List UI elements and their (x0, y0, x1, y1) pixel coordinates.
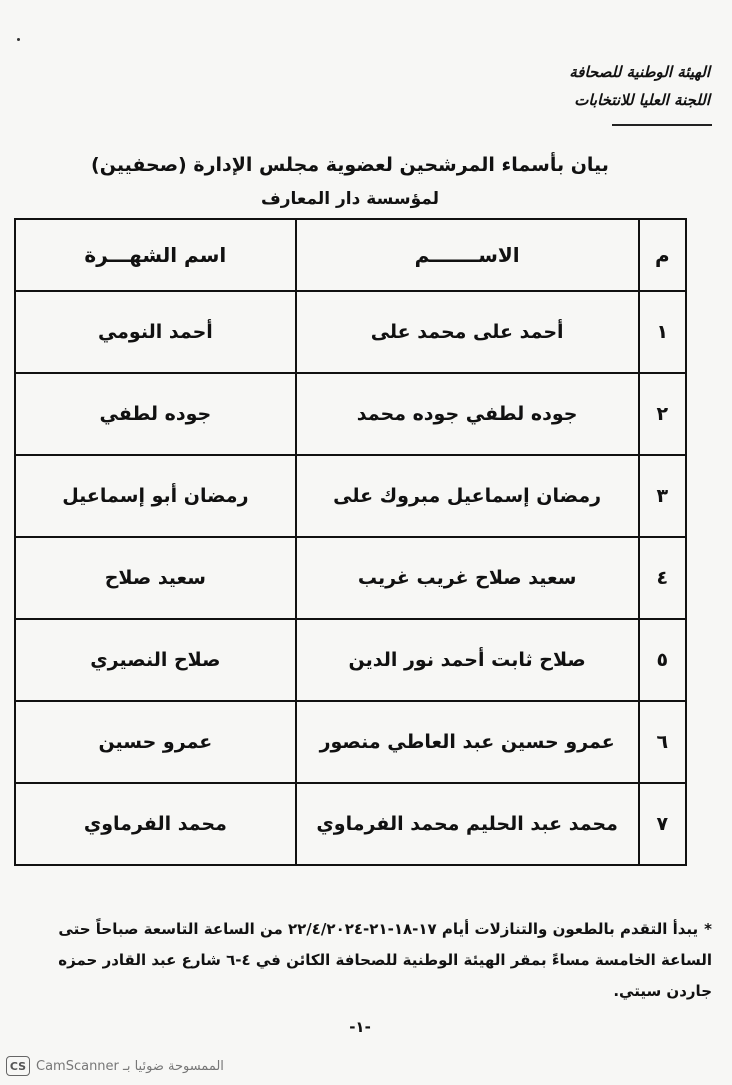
document-subtitle: لمؤسسة دار المعارف (260, 189, 440, 209)
org-line-2: اللجنة العليا للانتخابات (574, 91, 710, 109)
scan-speck (17, 38, 20, 41)
row-name: رمضان إسماعيل مبروك على (296, 455, 639, 537)
watermark-text: الممسوحة ضوئيا بـ CamScanner (36, 1058, 224, 1074)
header-fame: اسم الشهـــرة (15, 219, 296, 291)
row-num: ٦ (639, 701, 686, 783)
header-num: م (639, 219, 686, 291)
note-bullet: * (704, 920, 712, 938)
row-num: ١ (639, 291, 686, 373)
scanner-watermark (6, 1054, 224, 1078)
row-num: ٧ (639, 783, 686, 865)
org-line-1: الهيئة الوطنية للصحافة (569, 63, 710, 81)
header-underline (612, 124, 712, 126)
page-number: -١- (349, 1018, 371, 1036)
row-name: صلاح ثابت أحمد نور الدين (296, 619, 639, 701)
objections-note (40, 914, 712, 1007)
candidates-table (14, 218, 687, 866)
table-row (15, 783, 686, 865)
table-row (15, 537, 686, 619)
row-name: عمرو حسين عبد العاطي منصور (296, 701, 639, 783)
row-num: ٢ (639, 373, 686, 455)
row-fame: محمد الفرماوي (15, 783, 296, 865)
row-name: محمد عبد الحليم محمد الفرماوي (296, 783, 639, 865)
table-row (15, 291, 686, 373)
table-row (15, 619, 686, 701)
issuing-authority (510, 58, 710, 114)
row-num: ٣ (639, 455, 686, 537)
row-fame: صلاح النصيري (15, 619, 296, 701)
camscanner-logo-icon: CS (6, 1056, 30, 1076)
row-fame: رمضان أبو إسماعيل (15, 455, 296, 537)
row-name: جوده لطفي جوده محمد (296, 373, 639, 455)
row-fame: سعيد صلاح (15, 537, 296, 619)
row-num: ٥ (639, 619, 686, 701)
document-title: بيان بأسماء المرشحين لعضوية مجلس الإدارة (صحفيين) (91, 154, 609, 176)
row-num: ٤ (639, 537, 686, 619)
table-row (15, 373, 686, 455)
row-fame: أحمد النومي (15, 291, 296, 373)
row-fame: جوده لطفي (15, 373, 296, 455)
table-header-row (15, 219, 686, 291)
header-name: الاســـــــم (296, 219, 639, 291)
note-text: يبدأ التقدم بالطعون والتنازلات أيام ١٧-١٨-٢١-٢٢/٤/٢٠٢٤ من الساعة التاسعة صباحاً حتى الساعة الخامسة مساءً بمقر الهيئة الوطنية للصحافة الكائن في ٤-٦ شارع عبد القادر حمزه جاردن سيتي. (58, 920, 712, 1000)
table-row (15, 701, 686, 783)
row-name: سعيد صلاح غريب غريب (296, 537, 639, 619)
table-row (15, 455, 686, 537)
row-fame: عمرو حسين (15, 701, 296, 783)
row-name: أحمد على محمد على (296, 291, 639, 373)
